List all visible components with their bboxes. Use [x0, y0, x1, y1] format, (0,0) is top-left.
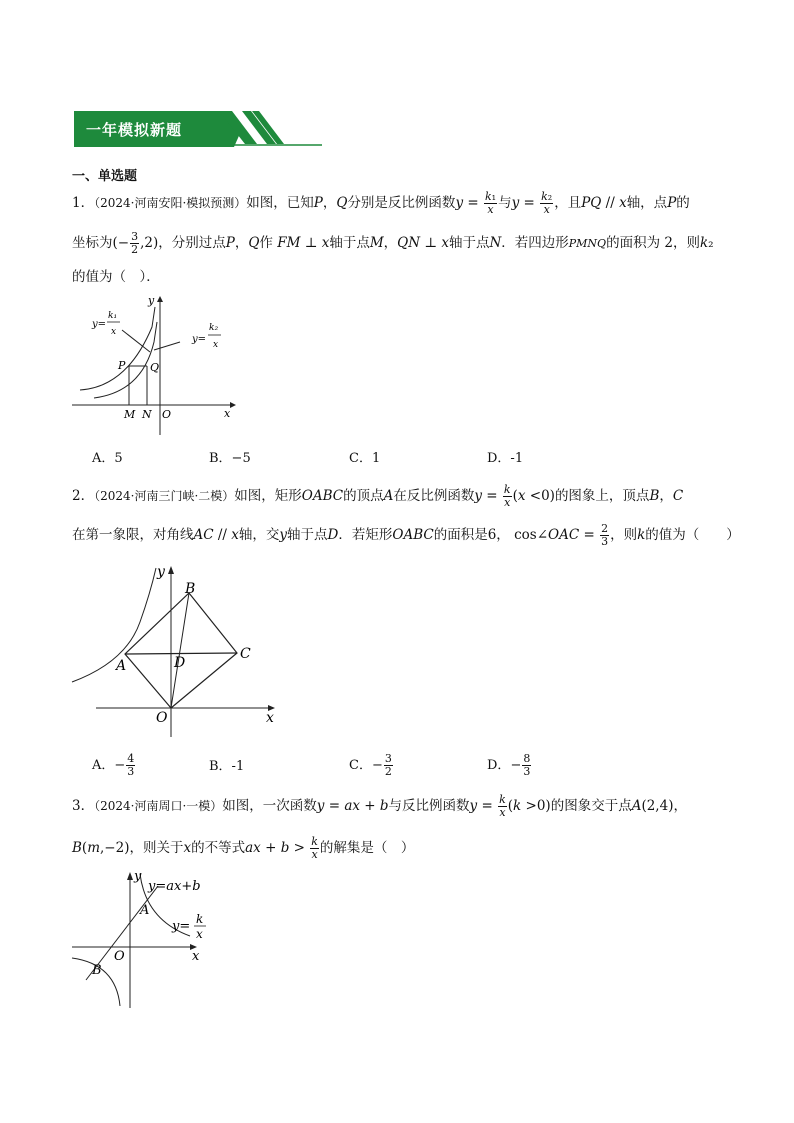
svg-text:y: y: [134, 869, 142, 884]
q1-fig-y1: y=: [92, 319, 107, 330]
svg-text:y=: y=: [192, 334, 207, 345]
svg-text:x: x: [266, 710, 274, 726]
svg-text:k: k: [196, 912, 204, 926]
q2-option-b[interactable]: B．-1: [209, 759, 245, 774]
q1-line3: 的值为（ ）．: [72, 269, 160, 285]
q1-fig-P: P: [118, 359, 126, 372]
q2-option-a[interactable]: A．− $\frac{4}{3}$: [92, 752, 135, 778]
q1-option-d[interactable]: D．-1: [487, 451, 524, 466]
q2-option-d[interactable]: D．− $\frac{8}{3}$: [487, 752, 531, 778]
svg-text:D: D: [174, 655, 186, 671]
svg-text:C: C: [240, 646, 251, 662]
svg-text:A: A: [140, 903, 150, 918]
svg-text:k₂: k₂: [209, 323, 219, 333]
svg-text:A: A: [116, 658, 127, 674]
svg-text:y: y: [148, 294, 155, 307]
svg-text:k₁: k₁: [108, 311, 118, 321]
svg-text:y=: y=: [172, 919, 191, 934]
q1-option-b[interactable]: B．−5: [209, 451, 251, 466]
q1-option-a[interactable]: A．5: [92, 451, 123, 466]
svg-text:y=ax+b: y=ax+b: [148, 879, 201, 894]
svg-text:O: O: [162, 408, 172, 421]
svg-text:x: x: [196, 927, 203, 941]
q3-line1: 3．（2024·河南周口·一模）如图，一次函数y = ax + b与反比例函数y = $\frac{k}{x}$ (k >0)的图象交于点A(2,4)，: [72, 793, 687, 819]
svg-text:M: M: [124, 408, 136, 421]
q2-line2: 在第一象限，对角线AC // x轴，交y轴于点D．若矩形OABC的面积是6， cos∠OAC = $\frac{2}{3}$ ，则k的值为（ ）: [72, 522, 740, 548]
svg-text:x: x: [111, 327, 117, 337]
q2-line1: 2．（2024·河南三门峡·二模）如图，矩形OABC的顶点A在反比例函数y = $\frac{k}{x}$ (x <0)的图象上，顶点B，C: [72, 483, 684, 509]
banner-title: 一年模拟新题: [86, 121, 183, 139]
q1-line2: 坐标为(− $\frac{3}{2}$ ,2)，分别过点P，Q作 FM ⊥ x轴于点M，QN ⊥ x轴于点N．若四边形PMNQ的面积为 2，则k₂: [72, 230, 714, 256]
svg-text:x: x: [224, 407, 231, 420]
q2-option-c[interactable]: C．− $\frac{3}{2}$: [349, 752, 392, 778]
q1-figure: [72, 292, 242, 442]
svg-text:B: B: [92, 963, 102, 978]
svg-text:y: y: [157, 564, 165, 580]
svg-text:N: N: [142, 408, 152, 421]
svg-text:x: x: [213, 340, 219, 350]
q1-fig-Q: Q: [150, 361, 160, 374]
svg-text:x: x: [192, 949, 200, 964]
svg-text:O: O: [114, 949, 125, 964]
section-title: 一、单选题: [72, 169, 138, 184]
q3-figure: [68, 868, 218, 1013]
q2-figure: [68, 562, 288, 742]
q1-option-c[interactable]: C．1: [349, 451, 381, 466]
q3-line2: B(m,−2)，则关于x的不等式ax + b > $\frac{k}{x}$ 的解集是（ ）: [72, 835, 415, 861]
q1-line1: 1．（2024·河南安阳·模拟预测）如图，已知P，Q分别是反比例函数y = $\frac{\text{k₁}}{x}$ 与y = $\frac{\text{k₂}}{x}$ ，且PQ // x轴，点P的: [72, 190, 690, 216]
svg-text:O: O: [156, 710, 168, 726]
svg-text:B: B: [185, 581, 196, 597]
